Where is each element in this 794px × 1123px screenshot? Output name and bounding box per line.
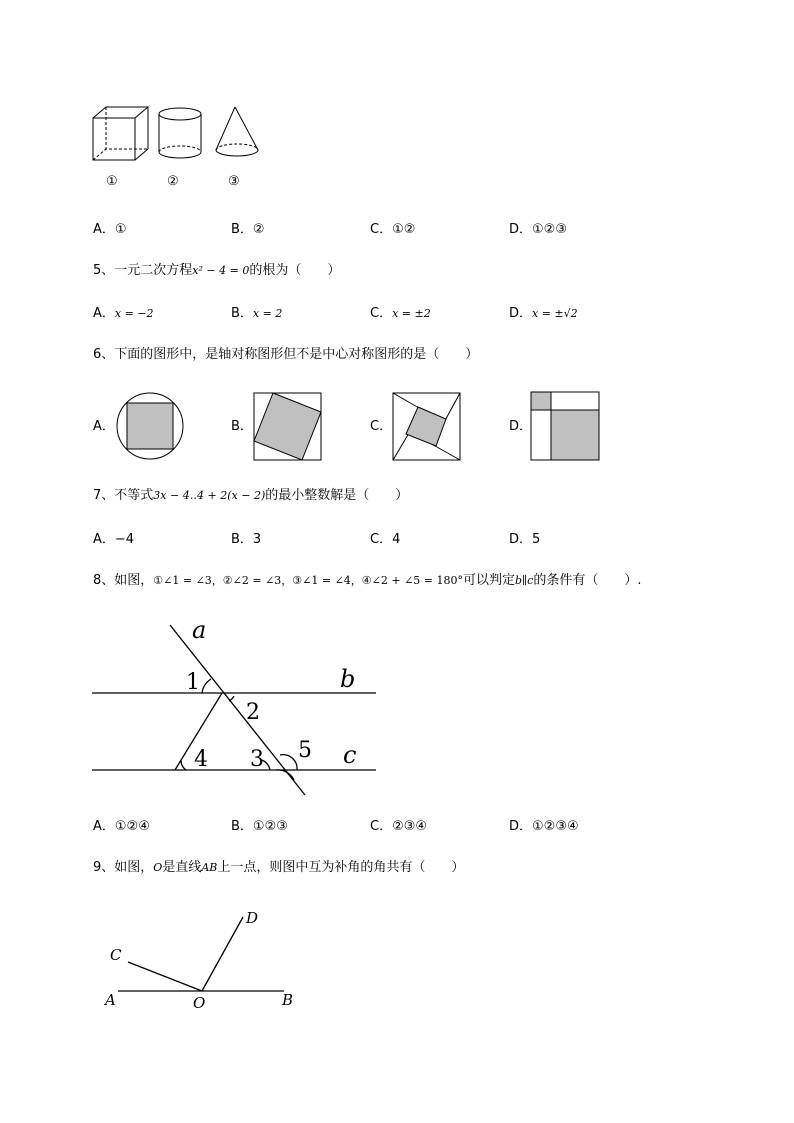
- point-o-label: O: [193, 994, 206, 1012]
- q7-inequality: 3x − 4‥4 + 2(x − 2): [153, 489, 266, 502]
- cylinder-shape: [159, 108, 201, 158]
- q7-stem: [93, 487, 408, 505]
- q4-option-d[interactable]: D．①②③: [509, 222, 567, 237]
- ray-oc: [128, 962, 202, 991]
- angle-5-label: 5: [298, 738, 312, 763]
- q7-prefix: 7、不等式: [93, 488, 154, 503]
- q5-option-c[interactable]: [370, 305, 431, 323]
- point-d-label: D: [246, 909, 259, 927]
- q5-prefix: 5、一元二次方程: [93, 263, 193, 278]
- q6-option-b-label[interactable]: B．: [231, 419, 253, 434]
- q6-option-c-label[interactable]: C．: [370, 419, 393, 434]
- q9-stem: [93, 859, 464, 877]
- point-b-label: B: [282, 991, 294, 1009]
- q6-figure-b: [253, 392, 323, 462]
- q5-option-b-value: x = 2: [252, 307, 283, 320]
- q8-conditions: ①∠1 = ∠3，②∠2 = ∠3，③∠1 = ∠4，④∠2 + ∠5 = 180°: [153, 574, 463, 587]
- q6-stem: 6、下面的图形中，是轴对称图形但不是中心对称图形的是（ ）: [93, 347, 479, 362]
- ray-od: [202, 917, 243, 991]
- q5-option-a-value: x = −2: [114, 307, 154, 320]
- angle-3-label: 3: [250, 747, 264, 772]
- q8-option-c[interactable]: C．②③④: [370, 819, 428, 834]
- cylinder-label: ②: [167, 174, 179, 189]
- q5-option-c-label: C．: [370, 306, 393, 321]
- point-a-label: A: [105, 991, 116, 1009]
- point-c-label: C: [110, 946, 122, 964]
- q5-option-d[interactable]: [509, 305, 578, 323]
- q8-stem: [93, 572, 641, 590]
- angle-4-label: 4: [194, 747, 208, 772]
- q8-suffix: 的条件有（ ）.: [533, 573, 642, 588]
- q7-option-d[interactable]: D．5: [509, 532, 541, 547]
- q9-angle-figure: [100, 905, 310, 1015]
- q8-option-b[interactable]: B．①②③: [231, 819, 288, 834]
- angle-1-label: 1: [186, 670, 200, 695]
- label-c: c: [343, 741, 357, 769]
- q4-option-a[interactable]: A．①: [93, 222, 127, 237]
- q6-figure-d: [530, 391, 602, 463]
- label-a: a: [192, 616, 207, 644]
- cone-shape: [216, 107, 258, 156]
- q4-option-c[interactable]: C．①②: [370, 222, 416, 237]
- q9-point: O: [153, 861, 163, 874]
- q5-option-d-value: x = ±√2: [532, 307, 578, 320]
- q7-option-b[interactable]: B．3: [231, 532, 262, 547]
- angle-2-label: 2: [246, 700, 260, 725]
- cone-label: ③: [228, 174, 240, 189]
- cube-label: ①: [106, 174, 118, 189]
- q5-equation: x² − 4 = 0: [192, 264, 250, 277]
- q6-option-a-label[interactable]: A．: [93, 419, 115, 434]
- q4-option-b[interactable]: B．②: [231, 222, 265, 237]
- q5-suffix: 的根为（ ）: [249, 263, 341, 278]
- q5-option-a[interactable]: [93, 305, 154, 323]
- q9-line: AB: [201, 861, 218, 874]
- q8-parallel-lines-figure: [90, 615, 390, 800]
- q5-stem: [93, 262, 340, 280]
- q6-figure-c: [392, 392, 462, 462]
- q5-option-b[interactable]: [231, 305, 282, 323]
- q8-middle: 可以判定: [463, 573, 516, 588]
- q5-option-a-label: A．: [93, 306, 115, 321]
- q8-option-a[interactable]: A．①②④: [93, 819, 150, 834]
- q4-solids-figure: [88, 100, 268, 166]
- q5-option-c-value: x = ±2: [392, 307, 431, 320]
- q6-figure-a: [115, 391, 185, 461]
- q5-option-b-label: B．: [231, 306, 253, 321]
- q8-option-d[interactable]: D．①②③④: [509, 819, 579, 834]
- q9-suffix: 上一点，则图中互为补角的角共有（ ）: [217, 860, 465, 875]
- label-b: b: [340, 665, 356, 693]
- q8-target: b∥c: [515, 574, 534, 587]
- q7-suffix: 的最小整数解是（ ）: [265, 488, 409, 503]
- q7-option-c[interactable]: C．4: [370, 532, 401, 547]
- q8-prefix: 8、如图，: [93, 573, 154, 588]
- q9-middle: 是直线: [162, 860, 202, 875]
- cube-shape: [93, 107, 148, 160]
- q6-option-d-label[interactable]: D．: [509, 419, 533, 434]
- q5-option-d-label: D．: [509, 306, 533, 321]
- q7-option-a[interactable]: A．−4: [93, 532, 135, 547]
- q9-prefix: 9、如图，: [93, 860, 154, 875]
